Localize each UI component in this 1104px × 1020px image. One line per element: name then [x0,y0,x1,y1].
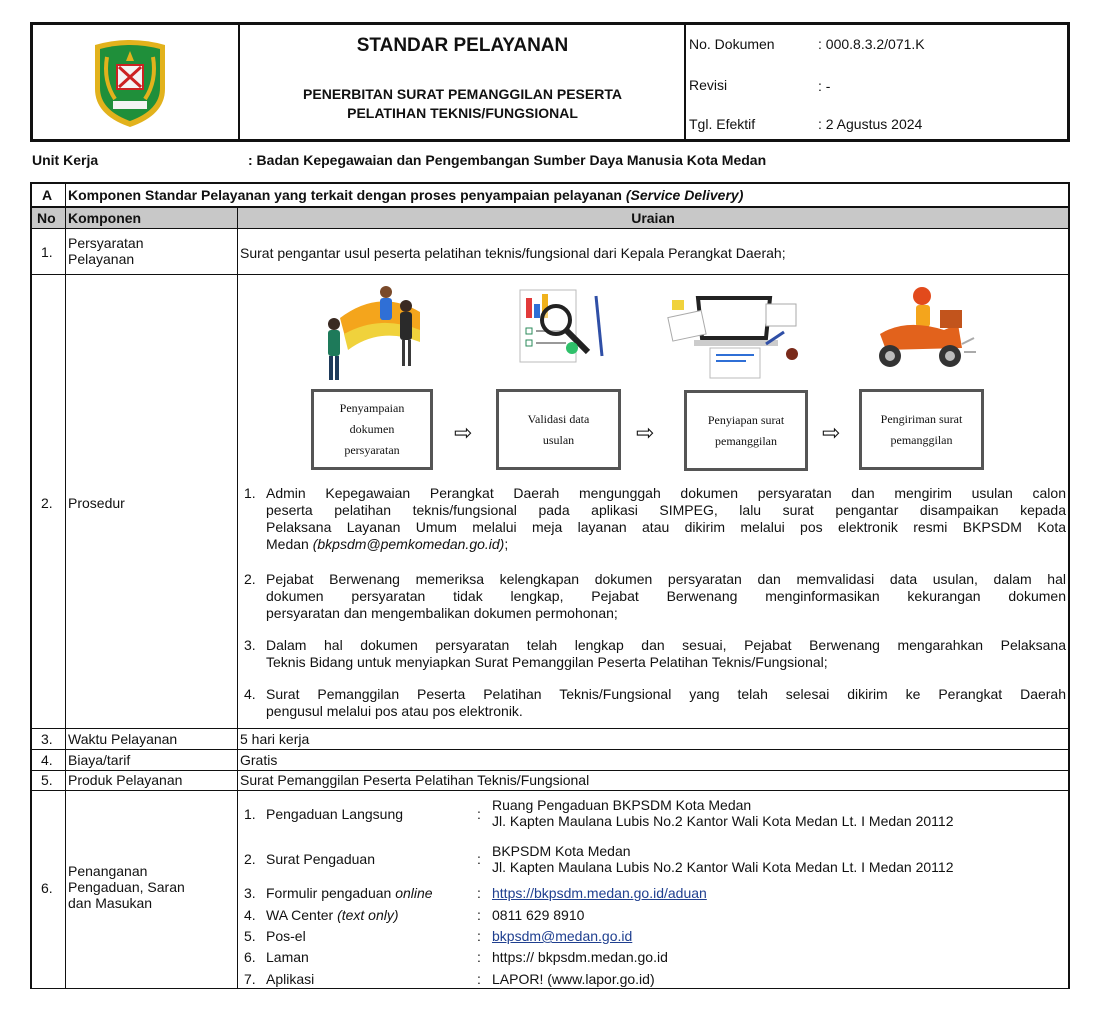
complaint-number: 4. [244,907,256,923]
row-label: Biaya/tarif [68,752,131,768]
separator: : [477,806,481,822]
step-email: (bkpsdm@pemkomedan.go.id) [312,536,505,552]
flow-step-label: Penyiapan surat [707,412,785,427]
step-line: persyaratan dan mengembalikan dokumen permohonan; [266,605,618,621]
complaint-channel [266,885,433,901]
step-number: 3. [244,637,256,653]
procedure-step [244,485,1066,553]
step-text: ; [504,536,509,552]
complaint-detail [492,843,954,875]
row-label-line: Persyaratan [68,235,144,251]
complaint-channel: Pos-el [266,928,306,944]
row-number: 5. [41,772,53,788]
row-label: Produk Pelayanan [68,772,183,788]
meta-value-no-dokumen: : 000.8.3.2/071.K [818,36,925,52]
flow-step-label: pemanggilan [890,432,953,447]
unit-kerja-label: Unit Kerja [32,152,99,168]
procedure-step [244,686,1066,720]
separator: : [477,949,481,965]
step-number: 1. [244,485,256,501]
letter-preparation-illustration [666,292,806,382]
complaint-channel-text: WA Center [266,907,338,923]
flow-step-label: pemanggilan [715,433,777,448]
separator: : [477,971,481,987]
row-number: 3. [41,731,53,747]
page-title: STANDAR PELAYANAN [356,35,569,56]
divider [238,25,240,139]
complaint-channel [266,907,399,923]
complaint-number: 3. [244,885,256,901]
complaint-channel: Pengaduan Langsung [266,806,404,822]
right-arrow-icon: ⇨ [454,420,473,445]
complaint-number: 2. [244,851,256,867]
wa-center-number: 0811 629 8910 [492,907,585,923]
service-standard-table [30,182,1070,989]
complaint-detail-line: Jl. Kapten Maulana Lubis No.2 Kantor Wali Kota Medan Lt. I Medan 20112 [492,859,954,875]
right-arrow-icon: ⇨ [822,420,841,445]
meta-value-revisi: : - [818,78,831,94]
document-subtitle [241,85,684,123]
row-value: Surat pengantar usul peserta pelatihan teknis/fungsional dari Kepala Perangkat Daerah; [240,245,786,261]
complaint-number: 7. [244,971,256,987]
row-label-line: Pelayanan [68,251,135,267]
row-number: 4. [41,752,53,768]
flow-step-box [496,389,621,470]
section-title-text: Komponen Standar Pelayanan yang terkait dengan proses penyampaian pelayanan [68,187,622,203]
row-label: Prosedur [68,495,125,511]
meta-label-tgl-efektif: Tgl. Efektif [689,116,756,132]
divider [684,25,686,139]
email-link[interactable]: bkpsdm@medan.go.id [492,928,633,944]
document-validation-illustration [516,286,606,372]
step-line [266,536,1066,553]
step-line: Pelaksana Layanan Umum melalui meja layanan atau dikirim melalui pos elektronik resmi BKPSDM Kota [266,519,1066,535]
complaint-channel: Surat Pengaduan [266,851,375,867]
step-line: pengusul melalui pos atau pos elektronik. [266,703,523,719]
flow-step-label: Penyampaian [339,401,405,415]
section-letter: A [42,187,53,203]
step-line: Admin Kepegawaian Perangkat Daerah mengunggah dokumen persyaratan dan mengirim usulan calon [266,485,1066,501]
row-value: Surat Pemanggilan Peserta Pelatihan Teknis/Fungsional [240,772,590,788]
flow-step-label: persyaratan [344,443,400,457]
column-header-komponen: Komponen [68,210,142,226]
complaint-form-link[interactable]: https://bkpsdm.medan.go.id/aduan [492,885,707,901]
delivery-scooter-illustration [866,278,976,374]
step-line: Dalam hal dokumen persyaratan telah lengkap dan sesuai, Pejabat Berwenang mengarahkan Pelaksana [266,637,1066,653]
flow-step-box [684,390,808,471]
separator: : [477,851,481,867]
separator: : [477,885,481,901]
flow-step-label: Validasi data [527,411,590,426]
complaint-channel-italic: online [395,885,433,901]
column-header-uraian: Uraian [631,210,675,226]
subtitle-line: PENERBITAN SURAT PEMANGGILAN PESERTA [303,86,622,102]
step-line: dokumen persyaratan tidak lengkap, Pejabat Berwenang menginformasikan kekurangan dokumen [266,588,1066,604]
step-text: Medan [266,536,313,552]
flow-step-box [311,389,433,470]
step-number: 2. [244,571,256,587]
complaint-detail-line: Jl. Kapten Maulana Lubis No.2 Kantor Wali Kota Medan Lt. I Medan 20112 [492,813,954,829]
flow-step-label: usulan [542,432,575,447]
complaint-channel-text: Formulir pengaduan [266,885,396,901]
flow-step-label: Pengiriman surat [880,411,963,426]
complaint-detail [492,797,954,829]
complaint-number: 6. [244,949,256,965]
step-number: 4. [244,686,256,702]
row-label [68,863,185,911]
row-label [68,235,143,267]
website-url: https:// bkpsdm.medan.go.id [492,949,668,965]
section-title [68,187,743,203]
complaint-number: 1. [244,806,256,822]
complaint-channel: Aplikasi [266,971,315,987]
complaint-channel-italic: (text only) [337,907,399,923]
meta-label-no-dokumen: No. Dokumen [689,36,775,52]
complaint-detail-line: Ruang Pengaduan BKPSDM Kota Medan [492,797,752,813]
section-title-italic: (Service Delivery) [625,187,744,203]
service-desk-illustration [320,278,430,382]
step-line: peserta pelatihan teknis/fungsional pada aplikasi SIMPEG, lalu surat pengantar disampaikan kepada [266,502,1066,518]
complaint-number: 5. [244,928,256,944]
meta-value-tgl-efektif: : 2 Agustus 2024 [818,116,923,132]
step-line: Surat Pemanggilan Peserta Pelatihan Teknis/Fungsional yang telah selesai dikirim ke Perangkat Daerah [266,686,1066,702]
step-line: Pejabat Berwenang memeriksa kelengkapan dokumen persyaratan dan memvalidasi data usulan, dalam hal [266,571,1066,587]
flow-step-label: dokumen [349,422,395,436]
separator: : [477,907,481,923]
complaint-detail-line: BKPSDM Kota Medan [492,843,631,859]
row-number: 2. [41,495,53,511]
unit-kerja-value: : Badan Kepegawaian dan Pengembangan Sumber Daya Manusia Kota Medan [248,152,767,168]
procedure-step [244,637,1066,671]
separator: : [477,928,481,944]
row-number: 6. [41,880,53,896]
procedure-step [244,571,1066,622]
row-label-line: dan Masukan [68,895,153,911]
flow-step-box [859,389,984,470]
row-value: 5 hari kerja [240,731,310,747]
app-name: LAPOR! (www.lapor.go.id) [492,971,655,987]
meta-label-revisi: Revisi [689,77,728,93]
row-label: Waktu Pelayanan [68,731,178,747]
row-label-line: Pengaduan, Saran [68,879,185,895]
complaint-channel: Laman [266,949,309,965]
document-header [30,22,1070,142]
step-line: Teknis Bidang untuk menyiapkan Surat Pemanggilan Peserta Pelatihan Teknis/Fungsional; [266,654,828,670]
row-value: Gratis [240,752,278,768]
right-arrow-icon: ⇨ [636,420,655,445]
kota-medan-logo [89,37,171,129]
subtitle-line: PELATIHAN TEKNIS/FUNGSIONAL [347,105,578,121]
row-label-line: Penanganan [68,863,148,879]
column-header-no: No [37,210,56,226]
row-number: 1. [41,244,53,260]
